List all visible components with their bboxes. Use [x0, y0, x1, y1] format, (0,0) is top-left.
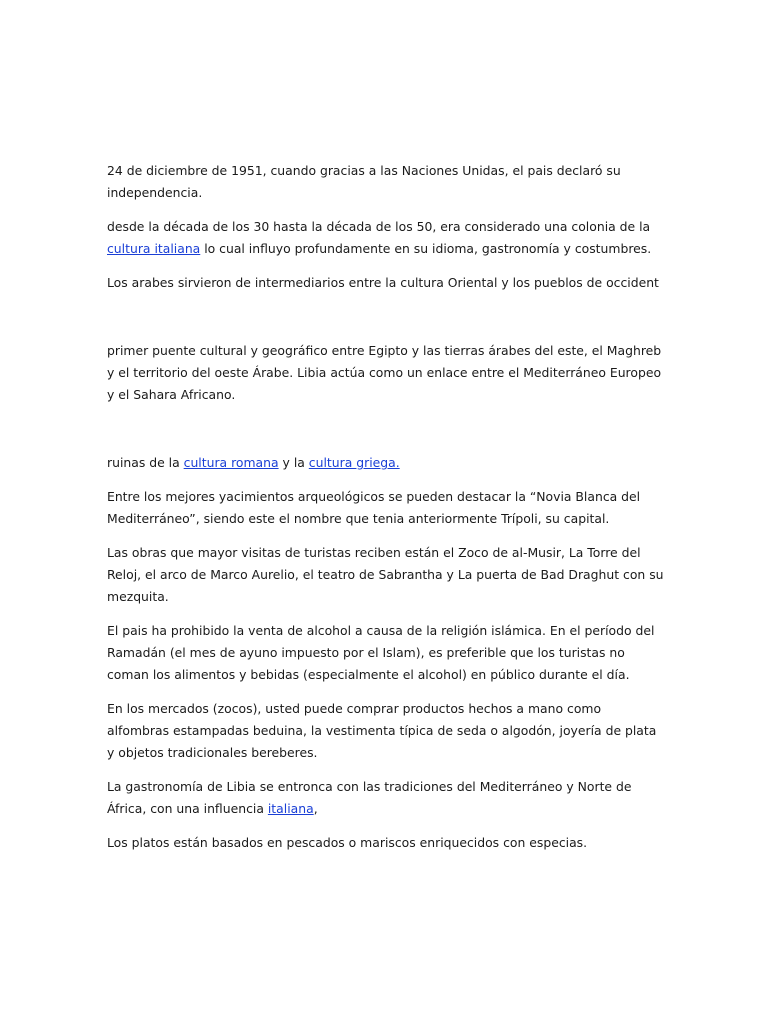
paragraph-text: lo cual influyo profundamente en su idioma, gastronomía y costumbres. [200, 241, 652, 256]
paragraph-markets: En los mercados (zocos), usted puede comprar productos hechos a mano como alfombras estampadas beduina, la vestimenta típica de seda o algodón, joyería de plata y objetos tradicionales bereberes. [107, 701, 657, 760]
paragraph-arabs: Los arabes sirvieron de intermediarios entre la cultura Oriental y los pueblos de occident [107, 275, 659, 290]
link-cultura-griega[interactable]: cultura griega. [308, 455, 400, 470]
paragraph-text: desde la década de los 30 hasta la década de los 50, era considerado una colonia de la [107, 219, 651, 234]
paragraph-independence: 24 de diciembre de 1951, cuando gracias a las Naciones Unidas, el pais declaró su independencia. [107, 163, 621, 200]
paragraph-text: La gastronomía de Libia se entronca con las tradiciones del Mediterráneo y Norte de África, con una influencia [107, 779, 632, 816]
paragraph-gastronomy [107, 776, 667, 820]
paragraph-alcohol: El pais ha prohibido la venta de alcohol a causa de la religión islámica. En el período del Ramadán (el mes de ayuno impuesto por el Islam), es preferible que los turistas no coman los alimentos y bebidas (especialmente el alcohol) en público durante el día. [107, 623, 655, 682]
paragraph-ruins [107, 452, 667, 474]
link-cultura-romana[interactable]: cultura romana [183, 455, 279, 470]
paragraph-italian-colony [107, 216, 667, 260]
paragraph-text: ruinas de la [107, 455, 184, 470]
link-cultura-italiana[interactable]: cultura italiana [107, 241, 201, 256]
paragraph-text: , [313, 801, 318, 816]
paragraph-archaeology: Entre los mejores yacimientos arqueológicos se pueden destacar la “Novia Blanca del Mediterráneo”, siendo este el nombre que tenia anteriormente Trípoli, su capital. [107, 489, 641, 526]
document-body [107, 160, 667, 866]
paragraph-tourist-sites: Las obras que mayor visitas de turistas reciben están el Zoco de al-Musir, La Torre del Reloj, el arco de Marco Aurelio, el teatro de Sabrantha y La puerta de Bad Draghut con su mezquita. [107, 545, 664, 604]
paragraph-cultural-bridge: primer puente cultural y geográfico entre Egipto y las tierras árabes del este, el Maghreb y el territorio del oeste Árabe. Libia actúa como un enlace entre el Mediterráneo Europeo y el Sahara Africano. [107, 343, 662, 402]
paragraph-dishes: Los platos están basados en pescados o mariscos enriquecidos con especias. [107, 835, 588, 850]
link-italiana[interactable]: italiana [267, 801, 314, 816]
paragraph-text: y la [278, 455, 309, 470]
